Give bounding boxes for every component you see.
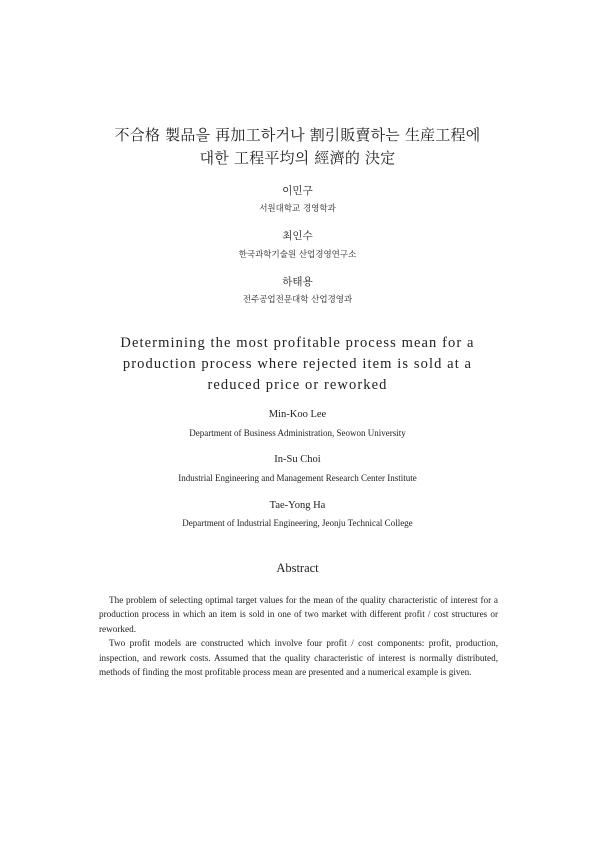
- abstract-paragraph-2: Two profit models are constructed which involve four profit / cost components: profit, production, inspection, and rework costs. Assumed that the quality characteristic of interest is normally distributed, methods of finding the most profitable process mean are presented and a numerical example is given.: [99, 638, 498, 678]
- abstract-body: [99, 593, 498, 679]
- korean-author-name-2: 최인수: [282, 230, 313, 242]
- english-title-line-1: Determining the most profitable process mean for a: [120, 335, 475, 351]
- english-title-line-3: reduced price or reworked: [207, 377, 388, 393]
- english-author-name-2: In-Su Choi: [274, 454, 321, 465]
- korean-title-line-2: 대한 工程平均의 經濟的 決定: [199, 149, 396, 167]
- korean-author-name-3: 하태용: [282, 276, 313, 288]
- english-author-affiliation-3: Department of Industrial Engineering, Jeonju Technical College: [182, 518, 413, 528]
- korean-title-line-1: 不合格 製品을 再加工하거나 割引販賣하는 生産工程에: [114, 126, 481, 144]
- korean-author-affiliation-3: 전주공업전문대학 산업경영과: [242, 295, 353, 305]
- korean-author-affiliation-2: 한국과학기술원 산업경영연구소: [238, 250, 357, 260]
- english-title-line-2: production process where rejected item is sold at a: [122, 356, 473, 372]
- korean-author-affiliation-1: 서원대학교 경영학과: [259, 204, 336, 214]
- korean-author-name-1: 이민구: [282, 185, 313, 197]
- english-author-affiliation-2: Industrial Engineering and Management Research Center Institute: [178, 473, 417, 483]
- abstract-heading: Abstract: [276, 561, 319, 575]
- english-author-name-3: Tae-Yong Ha: [269, 500, 326, 511]
- english-author-affiliation-1: Department of Business Administration, Seowon University: [189, 428, 406, 438]
- abstract-paragraph-1: The problem of selecting optimal target values for the mean of the quality characteristic of interest for a production process in which an item is sold in one of two market with different profit / cost structures or reworked.: [99, 595, 498, 634]
- english-author-name-1: Min-Koo Lee: [268, 409, 327, 420]
